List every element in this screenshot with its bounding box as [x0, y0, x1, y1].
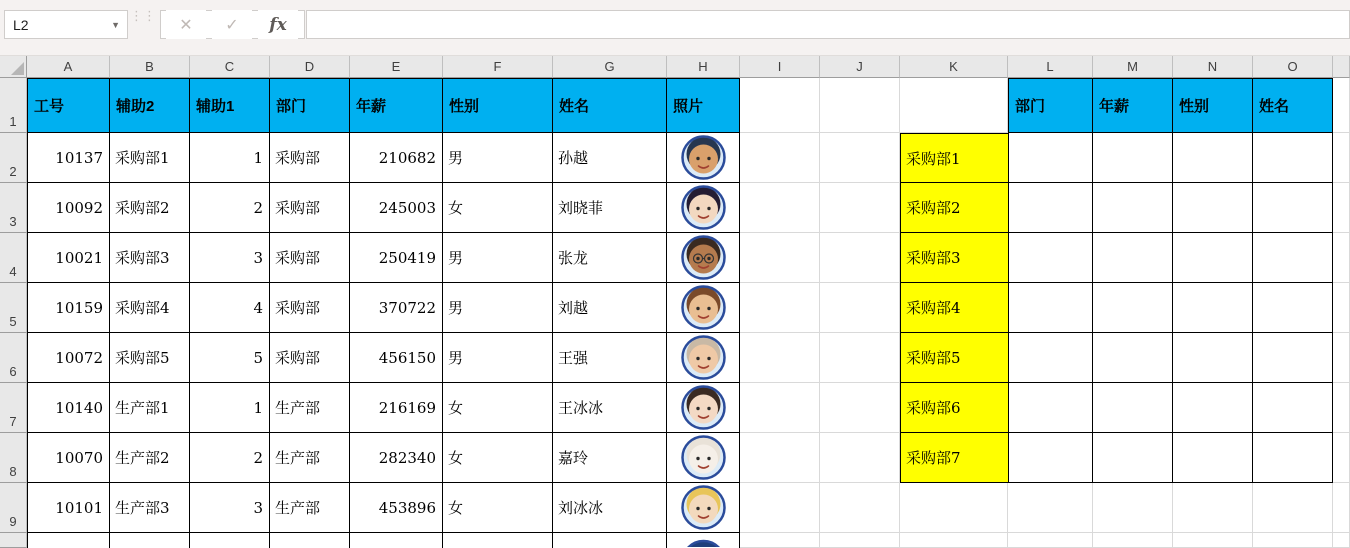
- cell-I10[interactable]: [740, 533, 820, 548]
- older-man-glasses-avatar: [681, 235, 726, 280]
- cell-I4[interactable]: [740, 233, 820, 283]
- cell-N10[interactable]: [1173, 533, 1253, 548]
- row-header-9[interactable]: 9: [0, 483, 27, 533]
- row-header-5[interactable]: 5: [0, 283, 27, 333]
- column-header-D[interactable]: D: [270, 56, 350, 78]
- cell-M2[interactable]: [1093, 133, 1173, 183]
- cell-M5[interactable]: [1093, 283, 1173, 333]
- cell-B9[interactable]: 生产部3: [110, 483, 190, 533]
- cell-P8[interactable]: [1333, 433, 1350, 483]
- woman-black-updo-avatar: [681, 185, 726, 230]
- name-box[interactable]: [4, 10, 128, 39]
- cell-C2[interactable]: 1: [190, 133, 270, 183]
- cell-G9[interactable]: 刘冰冰: [553, 483, 667, 533]
- header-cell-M1[interactable]: 年薪: [1093, 78, 1173, 133]
- cell-B7[interactable]: 生产部1: [110, 383, 190, 433]
- header-cell-A1[interactable]: 工号: [27, 78, 110, 133]
- header-cell-N1[interactable]: 性别: [1173, 78, 1253, 133]
- cell-A8[interactable]: 10070: [27, 433, 110, 483]
- cell-K9[interactable]: [900, 483, 1008, 533]
- cell-G6[interactable]: 王强: [553, 333, 667, 383]
- cell-N3[interactable]: [1173, 183, 1253, 233]
- cell-A10[interactable]: [27, 533, 110, 548]
- cell-C6[interactable]: 5: [190, 333, 270, 383]
- older-man-light-skin-avatar: [681, 335, 726, 380]
- column-header-K[interactable]: K: [900, 56, 1008, 78]
- row-header-7[interactable]: 7: [0, 383, 27, 433]
- column-header-H[interactable]: H: [667, 56, 740, 78]
- cell-D10[interactable]: [270, 533, 350, 548]
- cell-A3[interactable]: 10092: [27, 183, 110, 233]
- cell-D7[interactable]: 生产部: [270, 383, 350, 433]
- header-cell-B1[interactable]: 辅助2: [110, 78, 190, 133]
- cell-K1[interactable]: [900, 78, 1008, 133]
- header-cell-G1[interactable]: 姓名: [553, 78, 667, 133]
- cell-D5[interactable]: 采购部: [270, 283, 350, 333]
- spreadsheet-grid: [0, 56, 1350, 548]
- cell-E8[interactable]: 282340: [350, 433, 443, 483]
- row-header-6[interactable]: 6: [0, 333, 27, 383]
- cell-A4[interactable]: 10021: [27, 233, 110, 283]
- cell-I8[interactable]: [740, 433, 820, 483]
- cell-O10[interactable]: [1253, 533, 1333, 548]
- cell-B10[interactable]: [110, 533, 190, 548]
- cell-I3[interactable]: [740, 183, 820, 233]
- cell-J1[interactable]: [820, 78, 900, 133]
- cell-O5[interactable]: [1253, 283, 1333, 333]
- helper-cell-K5[interactable]: 采购部4: [900, 283, 1008, 333]
- helper-cell-K2[interactable]: 采购部1: [900, 133, 1008, 183]
- cell-I2[interactable]: [740, 133, 820, 183]
- cell-L10[interactable]: [1008, 533, 1093, 548]
- cell-J8[interactable]: [820, 433, 900, 483]
- cell-N8[interactable]: [1173, 433, 1253, 483]
- cell-N5[interactable]: [1173, 283, 1253, 333]
- header-cell-F1[interactable]: 性别: [443, 78, 553, 133]
- select-all-button[interactable]: [0, 56, 27, 78]
- cell-O3[interactable]: [1253, 183, 1333, 233]
- cell-J2[interactable]: [820, 133, 900, 183]
- cell-G3[interactable]: 刘晓菲: [553, 183, 667, 233]
- cell-M10[interactable]: [1093, 533, 1173, 548]
- cell-M7[interactable]: [1093, 383, 1173, 433]
- helper-cell-K4[interactable]: 采购部3: [900, 233, 1008, 283]
- cell-P10[interactable]: [1333, 533, 1350, 548]
- cell-F5[interactable]: 男: [443, 283, 553, 333]
- cell-F2[interactable]: 男: [443, 133, 553, 183]
- cell-G7[interactable]: 王冰冰: [553, 383, 667, 433]
- column-header-G[interactable]: G: [553, 56, 667, 78]
- cell-P1[interactable]: [1333, 78, 1350, 133]
- insert-function-icon[interactable]: fx: [258, 10, 298, 39]
- cell-P4[interactable]: [1333, 233, 1350, 283]
- cell-H10[interactable]: [667, 533, 740, 548]
- row-header-partial: [0, 533, 27, 548]
- cell-A6[interactable]: 10072: [27, 333, 110, 383]
- cell-J9[interactable]: [820, 483, 900, 533]
- cell-H3[interactable]: [667, 183, 740, 233]
- helper-cell-K8[interactable]: 采购部7: [900, 433, 1008, 483]
- cell-I6[interactable]: [740, 333, 820, 383]
- cell-C4[interactable]: 3: [190, 233, 270, 283]
- cell-F3[interactable]: 女: [443, 183, 553, 233]
- cell-O8[interactable]: [1253, 433, 1333, 483]
- cell-B4[interactable]: 采购部3: [110, 233, 190, 283]
- header-cell-C1[interactable]: 辅助1: [190, 78, 270, 133]
- cell-F9[interactable]: 女: [443, 483, 553, 533]
- partial-avatar-top: [681, 533, 726, 547]
- column-header-partial: [1333, 56, 1350, 78]
- cell-O7[interactable]: [1253, 383, 1333, 433]
- cell-H5[interactable]: [667, 283, 740, 333]
- cancel-icon[interactable]: ✕: [166, 10, 206, 39]
- cell-F8[interactable]: 女: [443, 433, 553, 483]
- cell-M6[interactable]: [1093, 333, 1173, 383]
- cell-P7[interactable]: [1333, 383, 1350, 433]
- cell-G4[interactable]: 张龙: [553, 233, 667, 283]
- cell-N6[interactable]: [1173, 333, 1253, 383]
- cell-N9[interactable]: [1173, 483, 1253, 533]
- cell-C10[interactable]: [190, 533, 270, 548]
- cell-L7[interactable]: [1008, 383, 1093, 433]
- header-cell-D1[interactable]: 部门: [270, 78, 350, 133]
- row-header-4[interactable]: 4: [0, 233, 27, 283]
- cell-M4[interactable]: [1093, 233, 1173, 283]
- cell-G2[interactable]: 孙越: [553, 133, 667, 183]
- cell-J5[interactable]: [820, 283, 900, 333]
- cell-F6[interactable]: 男: [443, 333, 553, 383]
- cell-I1[interactable]: [740, 78, 820, 133]
- cell-P6[interactable]: [1333, 333, 1350, 383]
- row-header-8[interactable]: 8: [0, 433, 27, 483]
- cell-D3[interactable]: 采购部: [270, 183, 350, 233]
- cell-H6[interactable]: [667, 333, 740, 383]
- woman-dark-hair-avatar: [681, 385, 726, 430]
- toolbar-drag-handle-icon: ⋮⋮: [130, 8, 156, 23]
- header-cell-O1[interactable]: 姓名: [1253, 78, 1333, 133]
- cell-O9[interactable]: [1253, 483, 1333, 533]
- cell-P2[interactable]: [1333, 133, 1350, 183]
- cell-M8[interactable]: [1093, 433, 1173, 483]
- cell-N7[interactable]: [1173, 383, 1253, 433]
- cell-E2[interactable]: 210682: [350, 133, 443, 183]
- cell-I9[interactable]: [740, 483, 820, 533]
- column-header-M[interactable]: M: [1093, 56, 1173, 78]
- formula-toolbar: [0, 0, 1350, 56]
- cell-M9[interactable]: [1093, 483, 1173, 533]
- cell-O2[interactable]: [1253, 133, 1333, 183]
- cell-P3[interactable]: [1333, 183, 1350, 233]
- active-cell-reference: L2: [13, 16, 29, 33]
- cell-L9[interactable]: [1008, 483, 1093, 533]
- cell-B6[interactable]: 采购部5: [110, 333, 190, 383]
- cell-D4[interactable]: 采购部: [270, 233, 350, 283]
- cell-L6[interactable]: [1008, 333, 1093, 383]
- cell-D9[interactable]: 生产部: [270, 483, 350, 533]
- blonde-woman-avatar: [681, 485, 726, 530]
- cell-H2[interactable]: [667, 133, 740, 183]
- helper-cell-K3[interactable]: 采购部2: [900, 183, 1008, 233]
- cell-D6[interactable]: 采购部: [270, 333, 350, 383]
- cell-I5[interactable]: [740, 283, 820, 333]
- row-header-1[interactable]: 1: [0, 78, 27, 133]
- formula-bar-input[interactable]: [306, 10, 1350, 39]
- select-all-triangle-icon: [11, 62, 24, 75]
- column-header-L[interactable]: L: [1008, 56, 1093, 78]
- row-header-3[interactable]: 3: [0, 183, 27, 233]
- cell-F4[interactable]: 男: [443, 233, 553, 283]
- column-header-J[interactable]: J: [820, 56, 900, 78]
- cell-E3[interactable]: 245003: [350, 183, 443, 233]
- header-cell-L1[interactable]: 部门: [1008, 78, 1093, 133]
- chevron-down-icon[interactable]: ▼: [111, 20, 120, 30]
- header-cell-E1[interactable]: 年薪: [350, 78, 443, 133]
- cell-G8[interactable]: 嘉玲: [553, 433, 667, 483]
- cell-E4[interactable]: 250419: [350, 233, 443, 283]
- cell-I7[interactable]: [740, 383, 820, 433]
- cell-H7[interactable]: [667, 383, 740, 433]
- accept-icon[interactable]: ✓: [212, 10, 252, 39]
- cell-L8[interactable]: [1008, 433, 1093, 483]
- cell-B5[interactable]: 采购部4: [110, 283, 190, 333]
- cell-M3[interactable]: [1093, 183, 1173, 233]
- cell-G10[interactable]: [553, 533, 667, 548]
- cell-B2[interactable]: 采购部1: [110, 133, 190, 183]
- cell-D8[interactable]: 生产部: [270, 433, 350, 483]
- young-man-brown-hair-avatar: [681, 285, 726, 330]
- cell-A5[interactable]: 10159: [27, 283, 110, 333]
- cell-J6[interactable]: [820, 333, 900, 383]
- cell-B8[interactable]: 生产部2: [110, 433, 190, 483]
- column-header-I[interactable]: I: [740, 56, 820, 78]
- cell-J7[interactable]: [820, 383, 900, 433]
- helper-cell-K6[interactable]: 采购部5: [900, 333, 1008, 383]
- cell-A7[interactable]: 10140: [27, 383, 110, 433]
- cell-E7[interactable]: 216169: [350, 383, 443, 433]
- cell-E9[interactable]: 453896: [350, 483, 443, 533]
- helper-cell-K7[interactable]: 采购部6: [900, 383, 1008, 433]
- man-tan-smiling-avatar: [681, 135, 726, 180]
- cell-C3[interactable]: 2: [190, 183, 270, 233]
- cell-K10[interactable]: [900, 533, 1008, 548]
- cell-L5[interactable]: [1008, 283, 1093, 333]
- cell-G5[interactable]: 刘越: [553, 283, 667, 333]
- column-header-O[interactable]: O: [1253, 56, 1333, 78]
- cell-E6[interactable]: 456150: [350, 333, 443, 383]
- cell-N2[interactable]: [1173, 133, 1253, 183]
- cell-C5[interactable]: 4: [190, 283, 270, 333]
- cell-H4[interactable]: [667, 233, 740, 283]
- cell-A9[interactable]: 10101: [27, 483, 110, 533]
- cell-H9[interactable]: [667, 483, 740, 533]
- header-cell-H1[interactable]: 照片: [667, 78, 740, 133]
- cell-P5[interactable]: [1333, 283, 1350, 333]
- column-header-A[interactable]: A: [27, 56, 110, 78]
- woman-sketch-style-avatar: [681, 435, 726, 480]
- cell-E5[interactable]: 370722: [350, 283, 443, 333]
- row-header-2[interactable]: 2: [0, 133, 27, 183]
- column-header-E[interactable]: E: [350, 56, 443, 78]
- cell-O6[interactable]: [1253, 333, 1333, 383]
- cell-H8[interactable]: [667, 433, 740, 483]
- column-header-N[interactable]: N: [1173, 56, 1253, 78]
- cell-O4[interactable]: [1253, 233, 1333, 283]
- cell-P9[interactable]: [1333, 483, 1350, 533]
- cell-J10[interactable]: [820, 533, 900, 548]
- cell-B3[interactable]: 采购部2: [110, 183, 190, 233]
- cell-J3[interactable]: [820, 183, 900, 233]
- cell-L4[interactable]: [1008, 233, 1093, 283]
- cell-F7[interactable]: 女: [443, 383, 553, 433]
- cell-C9[interactable]: 3: [190, 483, 270, 533]
- cell-J4[interactable]: [820, 233, 900, 283]
- column-header-B[interactable]: B: [110, 56, 190, 78]
- cell-E10[interactable]: [350, 533, 443, 548]
- column-header-C[interactable]: C: [190, 56, 270, 78]
- cell-L3[interactable]: [1008, 183, 1093, 233]
- cell-C7[interactable]: 1: [190, 383, 270, 433]
- cell-A2[interactable]: 10137: [27, 133, 110, 183]
- cell-D2[interactable]: 采购部: [270, 133, 350, 183]
- column-header-F[interactable]: F: [443, 56, 553, 78]
- cell-N4[interactable]: [1173, 233, 1253, 283]
- cell-F10[interactable]: [443, 533, 553, 548]
- cell-L2[interactable]: [1008, 133, 1093, 183]
- cell-C8[interactable]: 2: [190, 433, 270, 483]
